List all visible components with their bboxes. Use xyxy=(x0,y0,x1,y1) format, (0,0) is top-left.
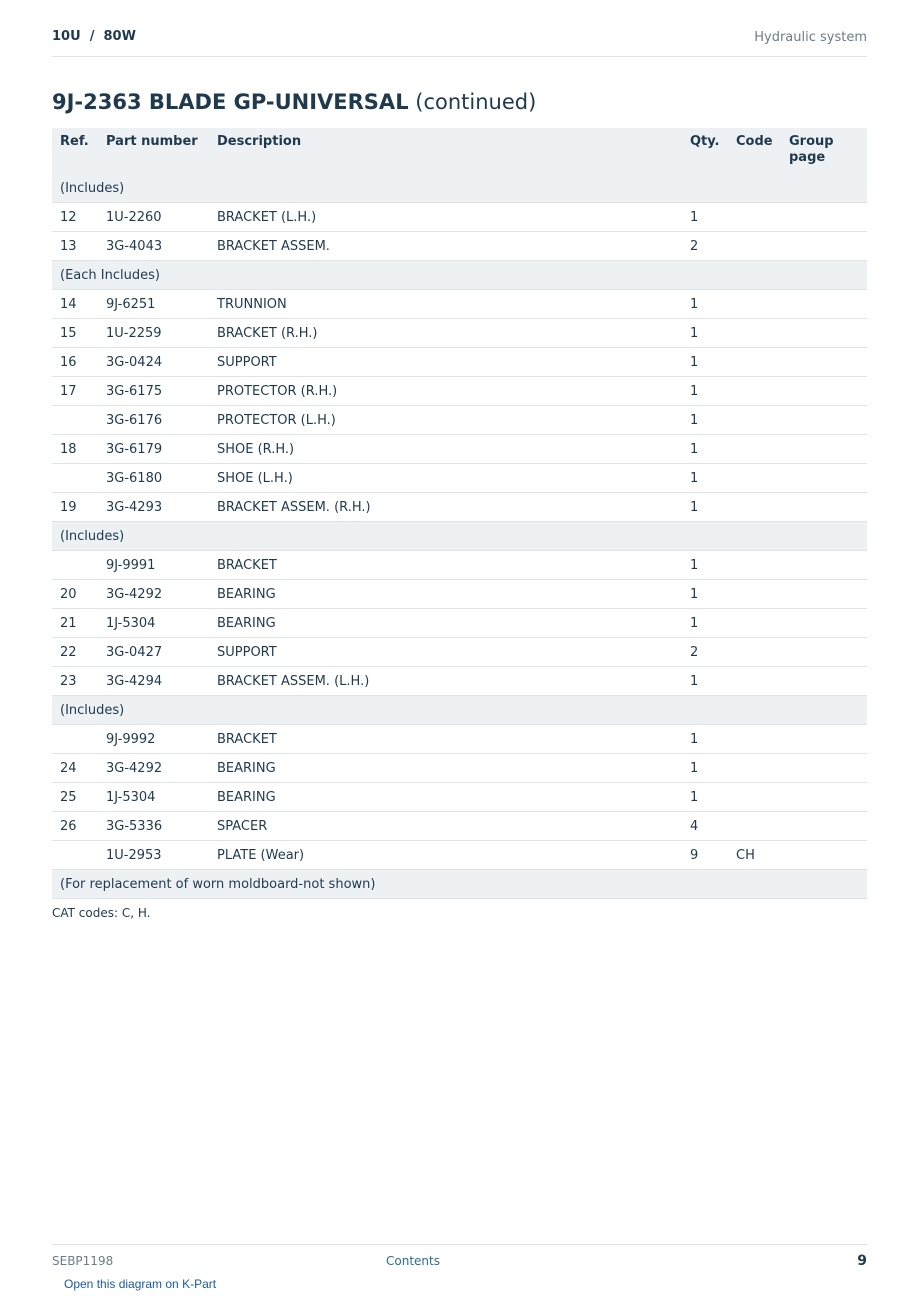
ref-cell: 12 xyxy=(52,203,98,232)
table-row xyxy=(52,754,867,783)
group-page-cell xyxy=(781,435,867,464)
document-id: SEBP1198 xyxy=(52,1254,114,1268)
ref-cell: 23 xyxy=(52,667,98,696)
table-row xyxy=(52,609,867,638)
description-cell: BEARING xyxy=(209,580,682,609)
description-cell: PROTECTOR (L.H.) xyxy=(209,406,682,435)
code-cell xyxy=(728,609,781,638)
qty-cell: 1 xyxy=(682,609,728,638)
ref-cell: 17 xyxy=(52,377,98,406)
group-page-cell xyxy=(781,841,867,870)
page-title xyxy=(52,90,536,114)
part-number-cell: 9J-6251 xyxy=(98,290,209,319)
model-label: 10U / 80W xyxy=(52,29,136,44)
group-page-cell xyxy=(781,580,867,609)
group-page-cell xyxy=(781,232,867,261)
note-text: (For replacement of worn moldboard-not shown) xyxy=(52,870,867,899)
ref-cell: 19 xyxy=(52,493,98,522)
col-qty: Qty. xyxy=(682,128,728,174)
part-number-cell: 3G-4043 xyxy=(98,232,209,261)
description-cell: BRACKET ASSEM. xyxy=(209,232,682,261)
qty-cell: 9 xyxy=(682,841,728,870)
cat-codes: CAT codes: C, H. xyxy=(52,906,151,920)
ref-cell: 25 xyxy=(52,783,98,812)
code-cell xyxy=(728,580,781,609)
description-cell: BEARING xyxy=(209,783,682,812)
note-text: (Includes) xyxy=(52,174,867,203)
parts-table xyxy=(52,128,867,899)
col-group-page: Group page xyxy=(781,128,867,174)
qty-cell: 1 xyxy=(682,725,728,754)
ref-cell: 14 xyxy=(52,290,98,319)
page-title-part: 9J-2363 BLADE GP-UNIVERSAL xyxy=(52,90,409,114)
description-cell: SUPPORT xyxy=(209,638,682,667)
table-row xyxy=(52,232,867,261)
table-row xyxy=(52,348,867,377)
table-row xyxy=(52,725,867,754)
ref-cell: 18 xyxy=(52,435,98,464)
group-page-cell xyxy=(781,319,867,348)
description-cell: PROTECTOR (R.H.) xyxy=(209,377,682,406)
code-cell xyxy=(728,464,781,493)
page-number: 9 xyxy=(857,1253,867,1269)
col-code: Code xyxy=(728,128,781,174)
code-cell xyxy=(728,812,781,841)
part-number-cell: 1J-5304 xyxy=(98,783,209,812)
description-cell: SUPPORT xyxy=(209,348,682,377)
ref-cell xyxy=(52,464,98,493)
part-number-cell: 3G-0424 xyxy=(98,348,209,377)
group-page-cell xyxy=(781,667,867,696)
group-page-cell xyxy=(781,725,867,754)
ref-cell: 13 xyxy=(52,232,98,261)
table-row xyxy=(52,290,867,319)
description-cell: SHOE (R.H.) xyxy=(209,435,682,464)
group-page-cell xyxy=(781,783,867,812)
code-cell xyxy=(728,406,781,435)
ref-cell xyxy=(52,841,98,870)
qty-cell: 1 xyxy=(682,290,728,319)
table-row xyxy=(52,667,867,696)
table-note-row xyxy=(52,522,867,551)
qty-cell: 1 xyxy=(682,348,728,377)
qty-cell: 1 xyxy=(682,783,728,812)
table-note-row xyxy=(52,261,867,290)
section-label: Hydraulic system xyxy=(754,30,867,45)
part-number-cell: 3G-6176 xyxy=(98,406,209,435)
part-number-cell: 3G-5336 xyxy=(98,812,209,841)
table-row xyxy=(52,406,867,435)
code-cell: CH xyxy=(728,841,781,870)
table-row xyxy=(52,319,867,348)
part-number-cell: 1J-5304 xyxy=(98,609,209,638)
part-number-cell: 3G-6179 xyxy=(98,435,209,464)
group-page-cell xyxy=(781,493,867,522)
qty-cell: 1 xyxy=(682,435,728,464)
ref-cell: 15 xyxy=(52,319,98,348)
table-row xyxy=(52,377,867,406)
description-cell: SHOE (L.H.) xyxy=(209,464,682,493)
qty-cell: 1 xyxy=(682,319,728,348)
contents-link[interactable]: Contents xyxy=(386,1254,440,1268)
part-number-cell: 3G-4292 xyxy=(98,580,209,609)
group-page-cell xyxy=(781,638,867,667)
table-row xyxy=(52,493,867,522)
qty-cell: 1 xyxy=(682,754,728,783)
description-cell: BRACKET xyxy=(209,725,682,754)
group-page-cell xyxy=(781,377,867,406)
code-cell xyxy=(728,783,781,812)
table-row xyxy=(52,841,867,870)
description-cell: PLATE (Wear) xyxy=(209,841,682,870)
qty-cell: 1 xyxy=(682,551,728,580)
ref-cell: 21 xyxy=(52,609,98,638)
col-description: Description xyxy=(209,128,682,174)
code-cell xyxy=(728,377,781,406)
table-note-row xyxy=(52,870,867,899)
group-page-cell xyxy=(781,464,867,493)
group-page-cell xyxy=(781,812,867,841)
parts-table-body xyxy=(52,174,867,899)
part-number-cell: 3G-6175 xyxy=(98,377,209,406)
group-page-cell xyxy=(781,290,867,319)
page-title-suffix: (continued) xyxy=(408,90,537,114)
table-row xyxy=(52,812,867,841)
qty-cell: 1 xyxy=(682,667,728,696)
qty-cell: 1 xyxy=(682,203,728,232)
col-part-number: Part number xyxy=(98,128,209,174)
note-text: (Each Includes) xyxy=(52,261,867,290)
qty-cell: 1 xyxy=(682,493,728,522)
qty-cell: 2 xyxy=(682,638,728,667)
kpart-diagram-link[interactable]: Open this diagram on K-Part xyxy=(64,1277,217,1291)
page-header xyxy=(52,0,867,57)
ref-cell: 20 xyxy=(52,580,98,609)
code-cell xyxy=(728,638,781,667)
code-cell xyxy=(728,319,781,348)
table-row xyxy=(52,551,867,580)
part-number-cell: 3G-4293 xyxy=(98,493,209,522)
code-cell xyxy=(728,754,781,783)
description-cell: BEARING xyxy=(209,754,682,783)
code-cell xyxy=(728,435,781,464)
table-row xyxy=(52,783,867,812)
description-cell: BRACKET (R.H.) xyxy=(209,319,682,348)
ref-cell: 24 xyxy=(52,754,98,783)
code-cell xyxy=(728,348,781,377)
qty-cell: 1 xyxy=(682,406,728,435)
page-footer xyxy=(52,1244,867,1275)
part-number-cell: 1U-2953 xyxy=(98,841,209,870)
part-number-cell: 3G-6180 xyxy=(98,464,209,493)
ref-cell xyxy=(52,406,98,435)
ref-cell xyxy=(52,551,98,580)
code-cell xyxy=(728,203,781,232)
qty-cell: 1 xyxy=(682,580,728,609)
part-number-cell: 9J-9992 xyxy=(98,725,209,754)
code-cell xyxy=(728,667,781,696)
note-text: (Includes) xyxy=(52,696,867,725)
code-cell xyxy=(728,725,781,754)
group-page-cell xyxy=(781,348,867,377)
note-text: (Includes) xyxy=(52,522,867,551)
qty-cell: 1 xyxy=(682,464,728,493)
group-page-cell xyxy=(781,406,867,435)
table-note-row xyxy=(52,696,867,725)
group-page-cell xyxy=(781,551,867,580)
description-cell: BRACKET ASSEM. (L.H.) xyxy=(209,667,682,696)
table-row xyxy=(52,203,867,232)
table-row xyxy=(52,464,867,493)
table-row xyxy=(52,435,867,464)
part-number-cell: 3G-4292 xyxy=(98,754,209,783)
group-page-cell xyxy=(781,609,867,638)
ref-cell xyxy=(52,725,98,754)
description-cell: BRACKET (L.H.) xyxy=(209,203,682,232)
description-cell: TRUNNION xyxy=(209,290,682,319)
ref-cell: 26 xyxy=(52,812,98,841)
group-page-cell xyxy=(781,203,867,232)
group-page-cell xyxy=(781,754,867,783)
part-number-cell: 3G-4294 xyxy=(98,667,209,696)
code-cell xyxy=(728,290,781,319)
part-number-cell: 1U-2260 xyxy=(98,203,209,232)
description-cell: BRACKET ASSEM. (R.H.) xyxy=(209,493,682,522)
code-cell xyxy=(728,551,781,580)
ref-cell: 16 xyxy=(52,348,98,377)
parts-table-header xyxy=(52,128,867,174)
part-number-cell: 9J-9991 xyxy=(98,551,209,580)
description-cell: BEARING xyxy=(209,609,682,638)
qty-cell: 4 xyxy=(682,812,728,841)
col-ref: Ref. xyxy=(52,128,98,174)
code-cell xyxy=(728,493,781,522)
qty-cell: 2 xyxy=(682,232,728,261)
part-number-cell: 3G-0427 xyxy=(98,638,209,667)
code-cell xyxy=(728,232,781,261)
table-row xyxy=(52,580,867,609)
description-cell: BRACKET xyxy=(209,551,682,580)
qty-cell: 1 xyxy=(682,377,728,406)
ref-cell: 22 xyxy=(52,638,98,667)
table-row xyxy=(52,638,867,667)
table-note-row xyxy=(52,174,867,203)
description-cell: SPACER xyxy=(209,812,682,841)
part-number-cell: 1U-2259 xyxy=(98,319,209,348)
